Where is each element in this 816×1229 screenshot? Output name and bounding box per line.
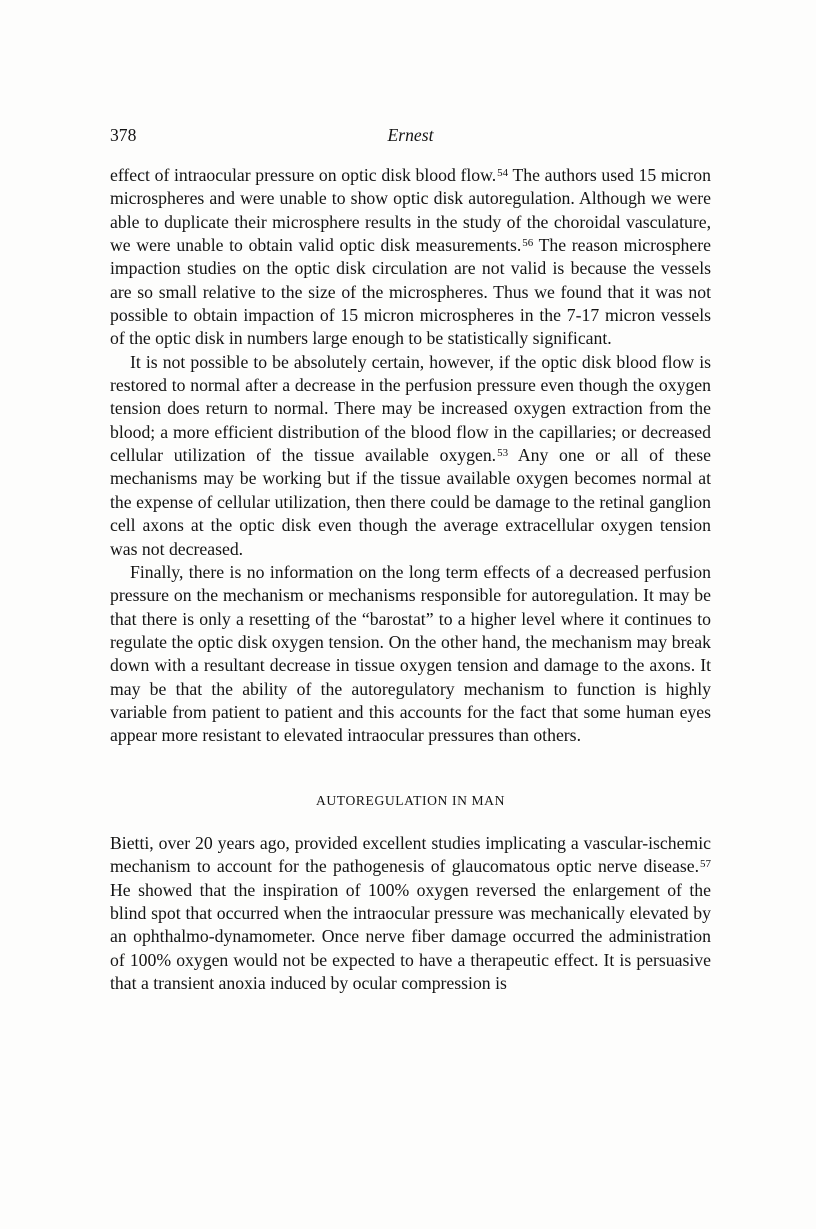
page-header (110, 125, 711, 151)
paragraph: Finally, there is no information on the long term effects of a decreased perfusion pressure on the mechanism or mechanisms responsible for autoregulation. It may be that there is only a resetting of the “barostat” to a higher level where it continues to regulate the optic disk oxygen tension. On the other hand, the mechanism may break down with a resultant decrease in tissue oxygen tension and damage to the axons. It may be that the ability of the autoregulatory mechanism to function is highly variable from patient to patient and this accounts for the fact that some human eyes appear more resistant to elevated intraocular pressures than others. (110, 561, 711, 746)
reference-superscript: 57 (700, 858, 711, 871)
reference-superscript: 54 (497, 167, 509, 180)
page-number: 378 (110, 125, 137, 145)
section-heading: AUTOREGULATION IN MAN (315, 792, 506, 808)
page-body (110, 164, 711, 995)
reference-superscript: 53 (497, 447, 509, 460)
running-head: Ernest (387, 125, 434, 145)
paragraph: Bietti, over 20 years ago, provided excellent studies implicating a vascular-ischemic mechanism to account for the pathogenesis of glaucomatous optic nerve disease.$^{57}$ He showed that the inspiration of 100% oxygen reversed the enlargement of the blind spot that occurred when the intraocular pressure was mechanically elevated by an ophthalmo-dynamometer. Once nerve fiber damage occurred the administration of 100% oxygen would not be expected to have a therapeutic effect. It is persuasive that a transient anoxia induced by ocular compression is (110, 832, 711, 993)
reference-superscript: 56 (522, 237, 534, 250)
paragraph: It is not possible to be absolutely certain, however, if the optic disk blood flow is restored to normal after a decrease in the perfusion pressure even though the oxygen tension does return to normal. There may be increased oxygen extraction from the blood; a more efficient distribution of the blood flow in the capillaries; or decreased cellular utilization of the tissue available oxygen.$^{53}$ Any one or all of these mechanisms may be working but if the tissue available oxygen becomes normal at the expense of cellular utilization, then there could be damage to the retinal ganglion cell axons at the optic disk even though the average extracellular oxygen tension was not decreased. (110, 351, 711, 559)
paragraph: effect of intraocular pressure on optic disk blood flow.$^{54}$ The authors used 15 micron microspheres and were unable to show optic disk autoregulation. Although we were able to duplicate their microsphere results in the study of the choroidal vasculature, we were unable to obtain valid optic disk measurements.$^{56}$ The reason microsphere impaction studies on the optic disk circulation are not valid is because the vessels are so small relative to the size of the microspheres. Thus we found that it was not possible to obtain impaction of 15 micron microspheres in the 7-17 micron vessels of the optic disk in numbers large enough to be statistically significant. (110, 165, 711, 349)
